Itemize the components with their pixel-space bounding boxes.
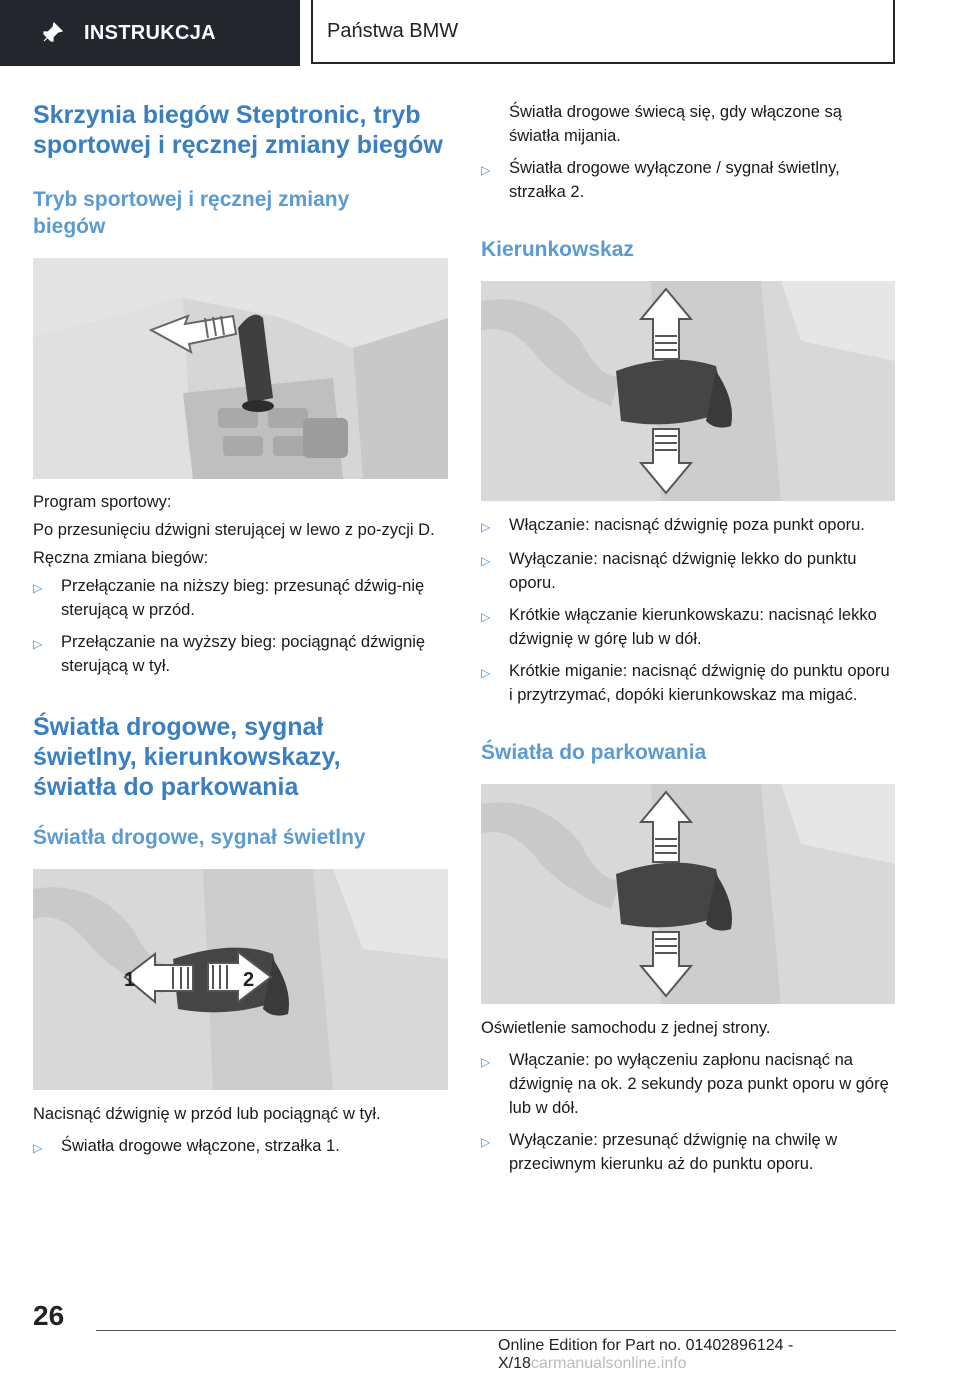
footer-edition [498,1337,960,1373]
triangle-bullet-icon: ▷ [481,1055,491,1069]
heading-steptronic: Skrzynia biegów Steptronic, tryb sportowej i ręcznej zmiany biegów [33,101,443,159]
watermark-text: carmanualsonline.info [530,1355,687,1372]
text-manual-shift: Ręczna zmiana biegów: [33,549,209,567]
list-item-text: Wyłączanie: nacisnąć dźwignię lekko do punktu oporu. [509,550,857,592]
triangle-bullet-icon: ▷ [481,163,491,177]
list-item-text: Włączanie: nacisnąć dźwignię poza punkt oporu. [509,516,865,534]
left-column [33,100,448,1160]
list-item-text: Przełączanie na niższy bieg: przesunąć dźwig-nię sterującą w przód. [61,577,425,619]
text-parking-intro: Oświetlenie samochodu z jednej strony. [481,1019,771,1037]
list-item-text: Światła drogowe włączone, strzałka 1. [61,1137,340,1155]
figure-high-beam-lever [33,869,448,1090]
list-item [481,547,896,595]
figure-turn-signal-lever [481,281,895,501]
list-item [33,574,448,622]
list-item-text: Wyłączanie: przesunąć dźwignię na chwilę w przeciwnym kierunku aż do punktu oporu. [509,1131,838,1173]
subheading-parking-lights: Światła do parkowania [481,741,707,764]
edition-text: Online Edition for Part no. 01402896124 - X/18 [498,1337,794,1372]
header-right-title: Państwa BMW [327,19,459,42]
triangle-bullet-icon: ▷ [33,581,43,595]
figure-parking-lever [481,784,895,1004]
list-item-text: Włączanie: po wyłączeniu zapłonu nacisnąć na dźwignię na ok. 2 sekundy poza punkt oporu w górę lub w dół. [509,1051,889,1117]
triangle-bullet-icon: ▷ [481,520,491,534]
triangle-bullet-icon: ▷ [481,554,491,568]
heading-lights: Światła drogowe, sygnał świetlny, kierunkowskazy, światła do parkowania [33,713,341,801]
list-item-continuation [481,100,896,148]
list-item [481,156,896,204]
header-tab-instrukcja[interactable] [0,0,300,66]
bullet-spacer [481,100,509,148]
list-item-text: Krótkie włączanie kierunkowskazu: nacisnąć lekko dźwignię w górę lub w dół. [509,606,877,648]
list-item-text: Światła drogowe wyłączone / sygnał świetlny, strzałka 2. [509,159,840,201]
list-item [481,513,896,539]
list-parking [481,1048,896,1176]
list-item [33,1134,448,1160]
list-manual-shift [33,574,448,678]
header-left-title: INSTRUKCJA [84,21,216,44]
triangle-bullet-icon: ▷ [481,1135,491,1149]
right-column [481,100,896,1176]
list-item [481,603,896,651]
list-item [481,1048,896,1120]
footer-divider [96,1330,896,1331]
text-sport-program: Program sportowy: [33,493,172,511]
triangle-bullet-icon: ▷ [33,1141,43,1155]
header-tab-breadcrumb[interactable] [311,0,895,64]
list-item [481,1128,896,1176]
subheading-sport-mode: Tryb sportowej i ręcznej zmiany biegów [33,188,350,238]
triangle-bullet-icon: ▷ [33,637,43,651]
list-item [33,630,448,678]
list-item-text: Światła drogowe świecą się, gdy włączone są światła mijania. [509,103,842,145]
triangle-bullet-icon: ▷ [481,610,491,624]
list-turn-signal [481,513,896,707]
list-item [481,659,896,707]
text-sport-instruction: Po przesunięciu dźwigni sterującej w lewo z po-zycji D. [33,521,435,539]
subheading-turn-signal: Kierunkowskaz [481,238,634,261]
triangle-bullet-icon: ▷ [481,666,491,680]
text-lever-instruction: Nacisnąć dźwignię w przód lub pociągnąć w tył. [33,1105,381,1123]
pin-icon [40,21,64,45]
figure-gear-selector [33,258,448,479]
fig-label-1: 1 [124,969,136,991]
list-item-text: Przełączanie na wyższy bieg: pociągnąć dźwignię sterującą w tył. [61,633,426,675]
page-number: 26 [33,1300,65,1331]
fig-label-2: 2 [243,969,255,991]
subheading-high-beam: Światła drogowe, sygnał świetlny [33,826,366,849]
list-item-text: Krótkie miganie: nacisnąć dźwignię do punktu oporu i przytrzymać, dopóki kierunkowskaz ma migać. [509,662,890,704]
